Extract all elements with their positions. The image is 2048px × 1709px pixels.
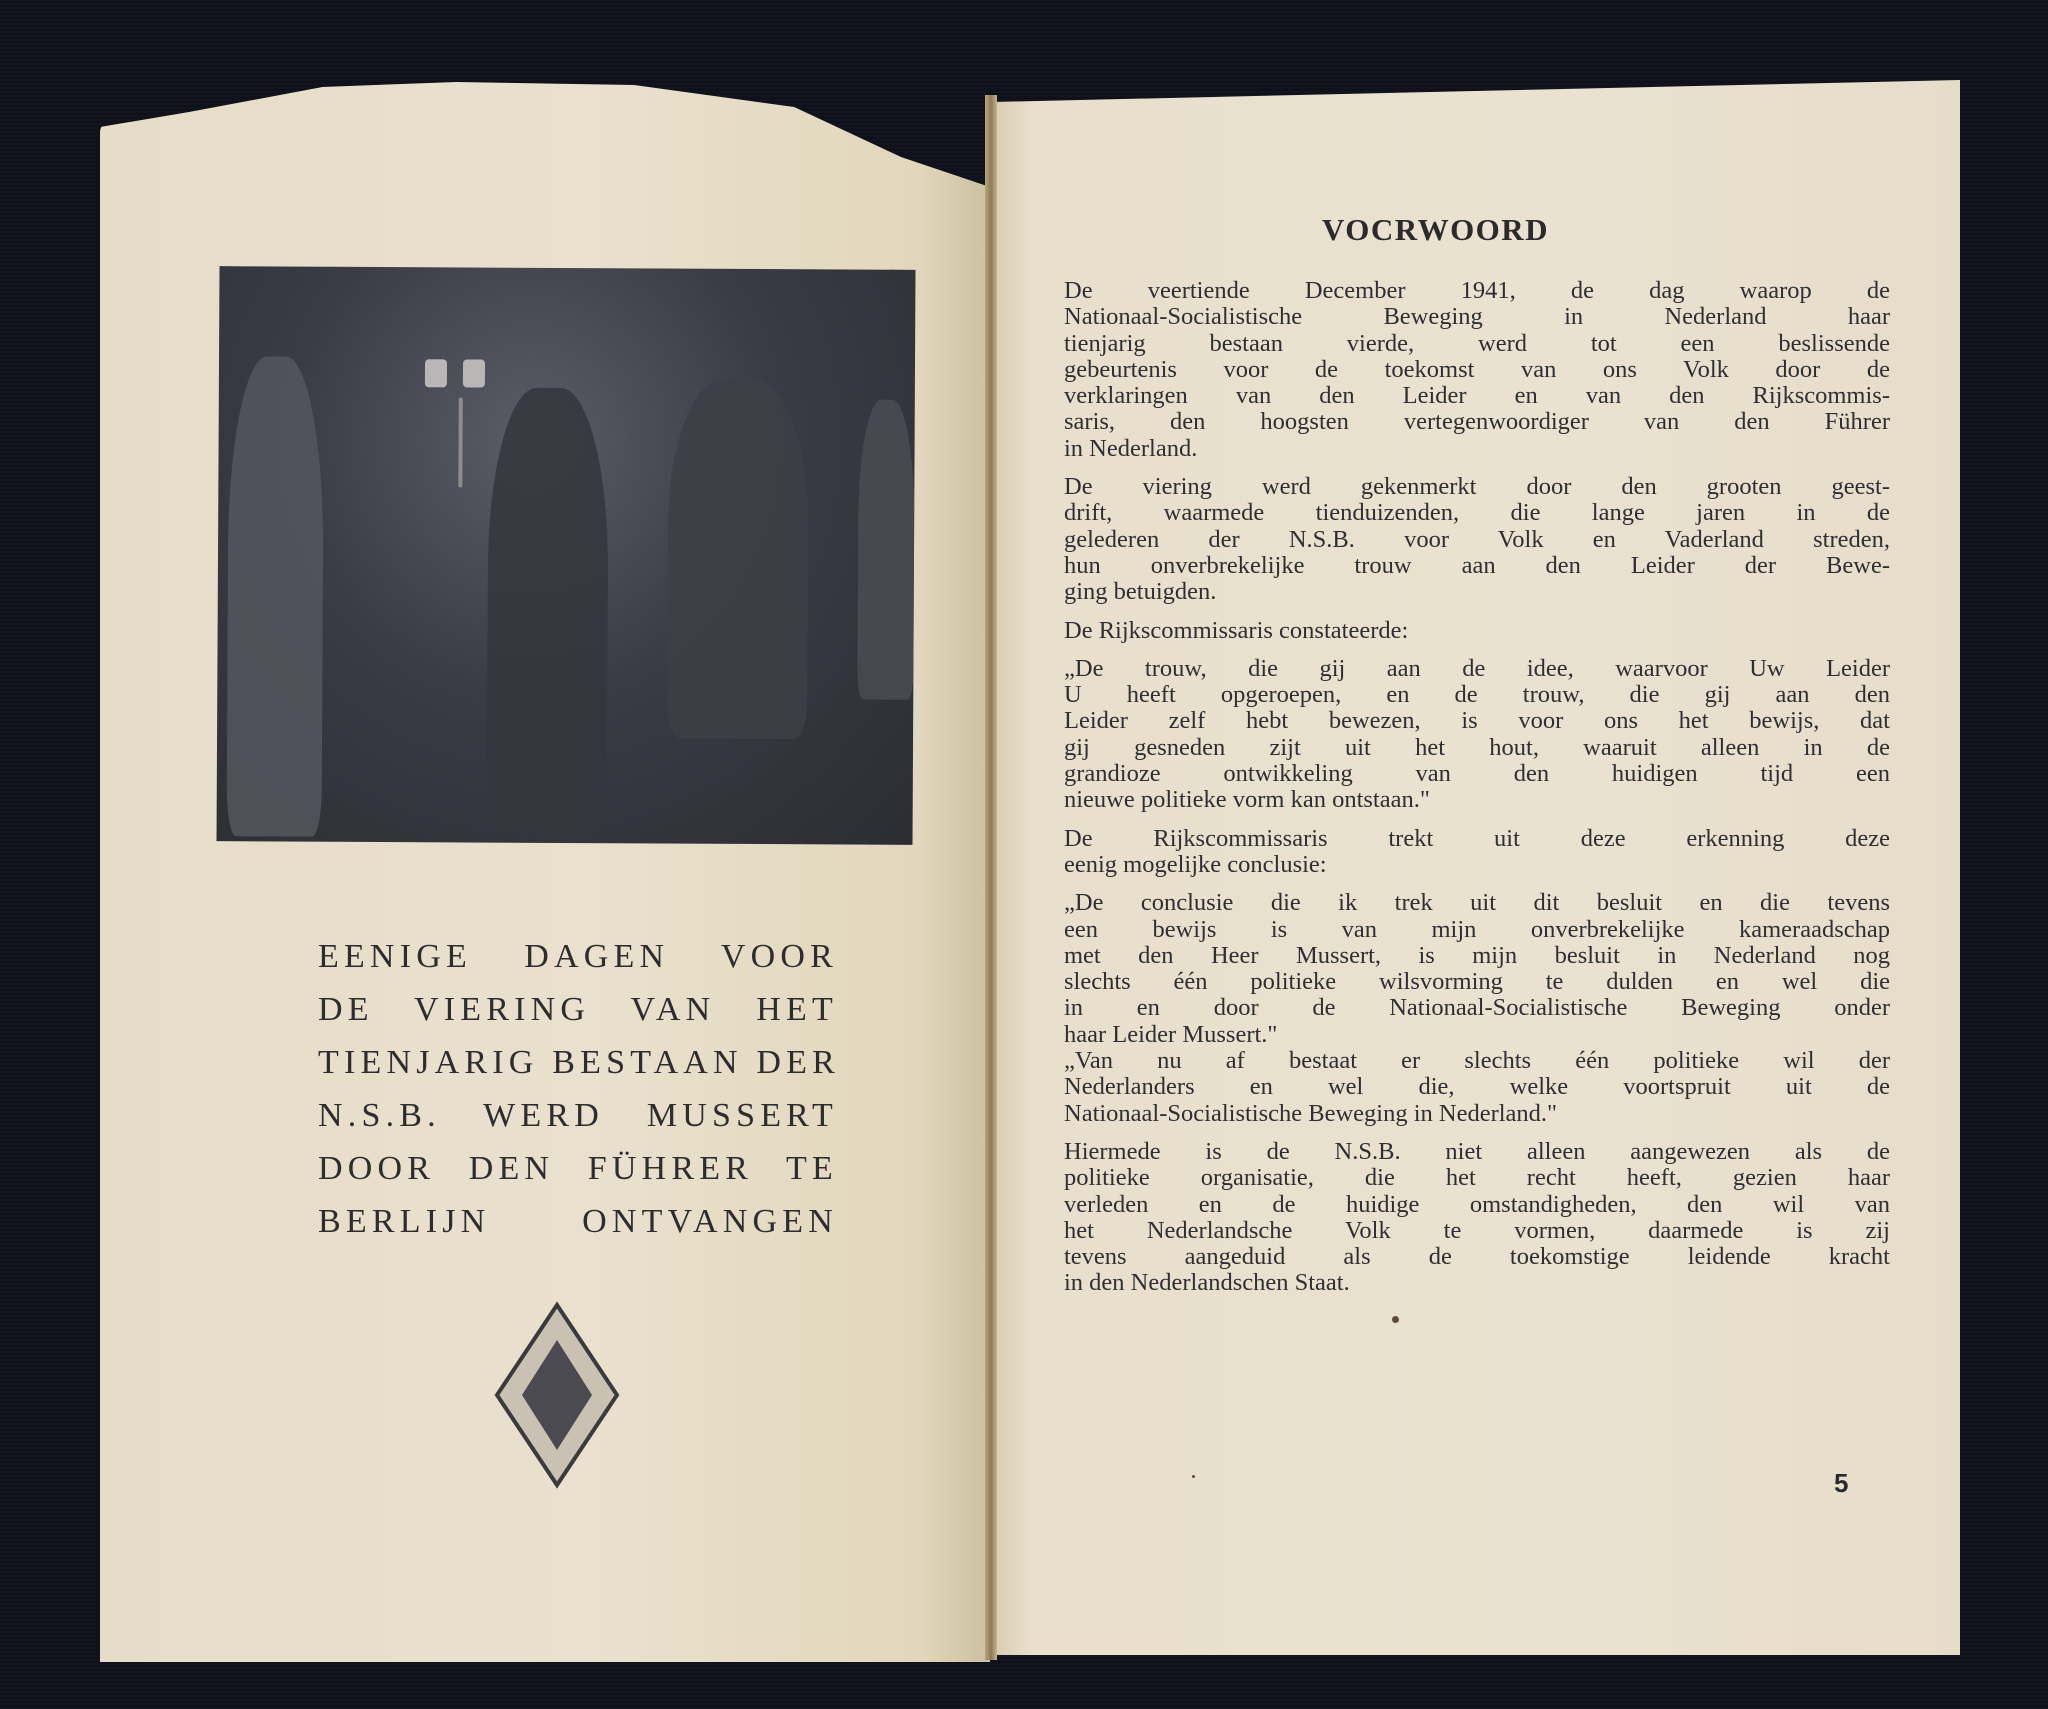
caption-line: DOOR DEN FÜHRER TE — [318, 1150, 838, 1187]
paragraph — [1064, 826, 1890, 879]
photo-lamp — [463, 359, 485, 387]
photo-figure — [227, 356, 325, 836]
paragraph — [1064, 474, 1890, 605]
caption-line: BERLIJN ONTVANGEN — [318, 1203, 838, 1240]
caption-line: EENIGE DAGEN VOOR — [318, 938, 838, 975]
text-line: Nederlanders en wel die, welke voortspruit uit de — [1064, 1073, 1890, 1101]
paper-speck — [1192, 1475, 1195, 1478]
paragraph — [1064, 278, 1890, 462]
text-line: De viering werd gekenmerkt door den grooten geest- — [1064, 473, 1890, 501]
text-line: Nationaal-Socialistische Beweging in Nederland haar — [1064, 303, 1890, 331]
quote-paragraph — [1064, 1048, 1890, 1127]
text-line: in den Nederlandschen Staat. — [1064, 1269, 1350, 1297]
quote-paragraph — [1064, 656, 1890, 814]
quote-paragraph — [1064, 890, 1890, 1048]
text-line: verleden en de huidige omstandigheden, den wil van — [1064, 1190, 1890, 1218]
caption-line: N.S.B. WERD MUSSERT — [318, 1097, 838, 1134]
foreword-body — [1064, 278, 1890, 1309]
text-line: verklaringen van den Leider en van den Rijkscommis- — [1064, 382, 1890, 410]
text-line: U heeft opgeroepen, en de trouw, die gij aan den — [1064, 681, 1890, 709]
text-line: in en door de Nationaal-Socialistische Beweging onder — [1064, 994, 1890, 1022]
party-emblem-placeholder-icon — [492, 1300, 622, 1490]
paragraph — [1064, 618, 1890, 644]
text-line: in Nederland. — [1064, 434, 1198, 462]
text-line: eenig mogelijke conclusie: — [1064, 850, 1327, 878]
text-line: tevens aangeduid als de toekomstige leidende kracht — [1064, 1243, 1890, 1271]
text-line: „De conclusie die ik trek uit dit besluit en die tevens — [1064, 889, 1890, 917]
text-line: gebeurtenis voor de toekomst van ons Volk door de — [1064, 355, 1890, 383]
page-number: 5 — [1834, 1468, 1849, 1498]
text-line: „Van nu af bestaat er slechts één politieke wil der — [1064, 1047, 1890, 1075]
text-line: Hiermede is de N.S.B. niet alleen aangewezen als de — [1064, 1137, 1890, 1165]
photo-figure — [487, 388, 609, 839]
page-heading: VOCRWOORD — [1322, 212, 1550, 247]
photo-figure — [667, 379, 809, 740]
text-line: grandioze ontwikkeling van den huidigen tijd een — [1064, 760, 1890, 788]
text-line: slechts één politieke wilsvorming te dulden en wel die — [1064, 968, 1890, 996]
text-line: gij gesneden zijt uit het hout, waaruit alleen in de — [1064, 733, 1890, 761]
text-line: drift, waarmede tienduizenden, die lange jaren in de — [1064, 499, 1890, 527]
photo-lamp — [425, 359, 447, 387]
paper-speck — [1392, 1316, 1399, 1323]
text-line: met den Heer Mussert, is mijn besluit in Nederland nog — [1064, 941, 1890, 969]
text-line: Nationaal-Socialistische Beweging in Nederland." — [1064, 1099, 1558, 1127]
text-line: een bewijs is van mijn onverbrekelijke kameraadschap — [1064, 915, 1890, 943]
text-line: saris, den hoogsten vertegenwoordiger van den Führer — [1064, 408, 1890, 436]
text-line: De Rijkscommissaris constateerde: — [1064, 616, 1409, 644]
caption-line: TIENJARIG BESTAAN DER — [318, 1044, 841, 1081]
text-line: ging betuigden. — [1064, 578, 1217, 606]
book-spine-gutter — [985, 95, 997, 1660]
text-line: het Nederlandsche Volk te vormen, daarmede is zij — [1064, 1216, 1890, 1244]
text-line: tienjarig bestaan vierde, werd tot een beslissende — [1064, 329, 1890, 357]
text-line: gelederen der N.S.B. voor Volk en Vaderland streden, — [1064, 525, 1890, 553]
paragraph — [1064, 1139, 1890, 1297]
text-line: „De trouw, die gij aan de idee, waarvoor Uw Leider — [1064, 654, 1890, 682]
text-line: hun onverbrekelijke trouw aan den Leider der Bewe- — [1064, 551, 1890, 579]
photo-caption — [318, 930, 841, 1248]
text-line: Leider zelf hebt bewezen, is voor ons het bewijs, dat — [1064, 707, 1890, 735]
text-line: politieke organisatie, die het recht heeft, gezien haar — [1064, 1164, 1890, 1192]
text-line: nieuwe politieke vorm kan ontstaan." — [1064, 786, 1430, 814]
reception-photograph — [216, 266, 915, 845]
text-line: De Rijkscommissaris trekt uit deze erkenning deze — [1064, 824, 1890, 852]
photo-figure — [857, 400, 915, 700]
text-line: haar Leider Mussert." — [1064, 1020, 1278, 1048]
text-line: De veertiende December 1941, de dag waarop de — [1064, 277, 1890, 304]
photo-lamp-stem — [458, 397, 462, 487]
caption-line: DE VIERING VAN HET — [318, 991, 838, 1028]
